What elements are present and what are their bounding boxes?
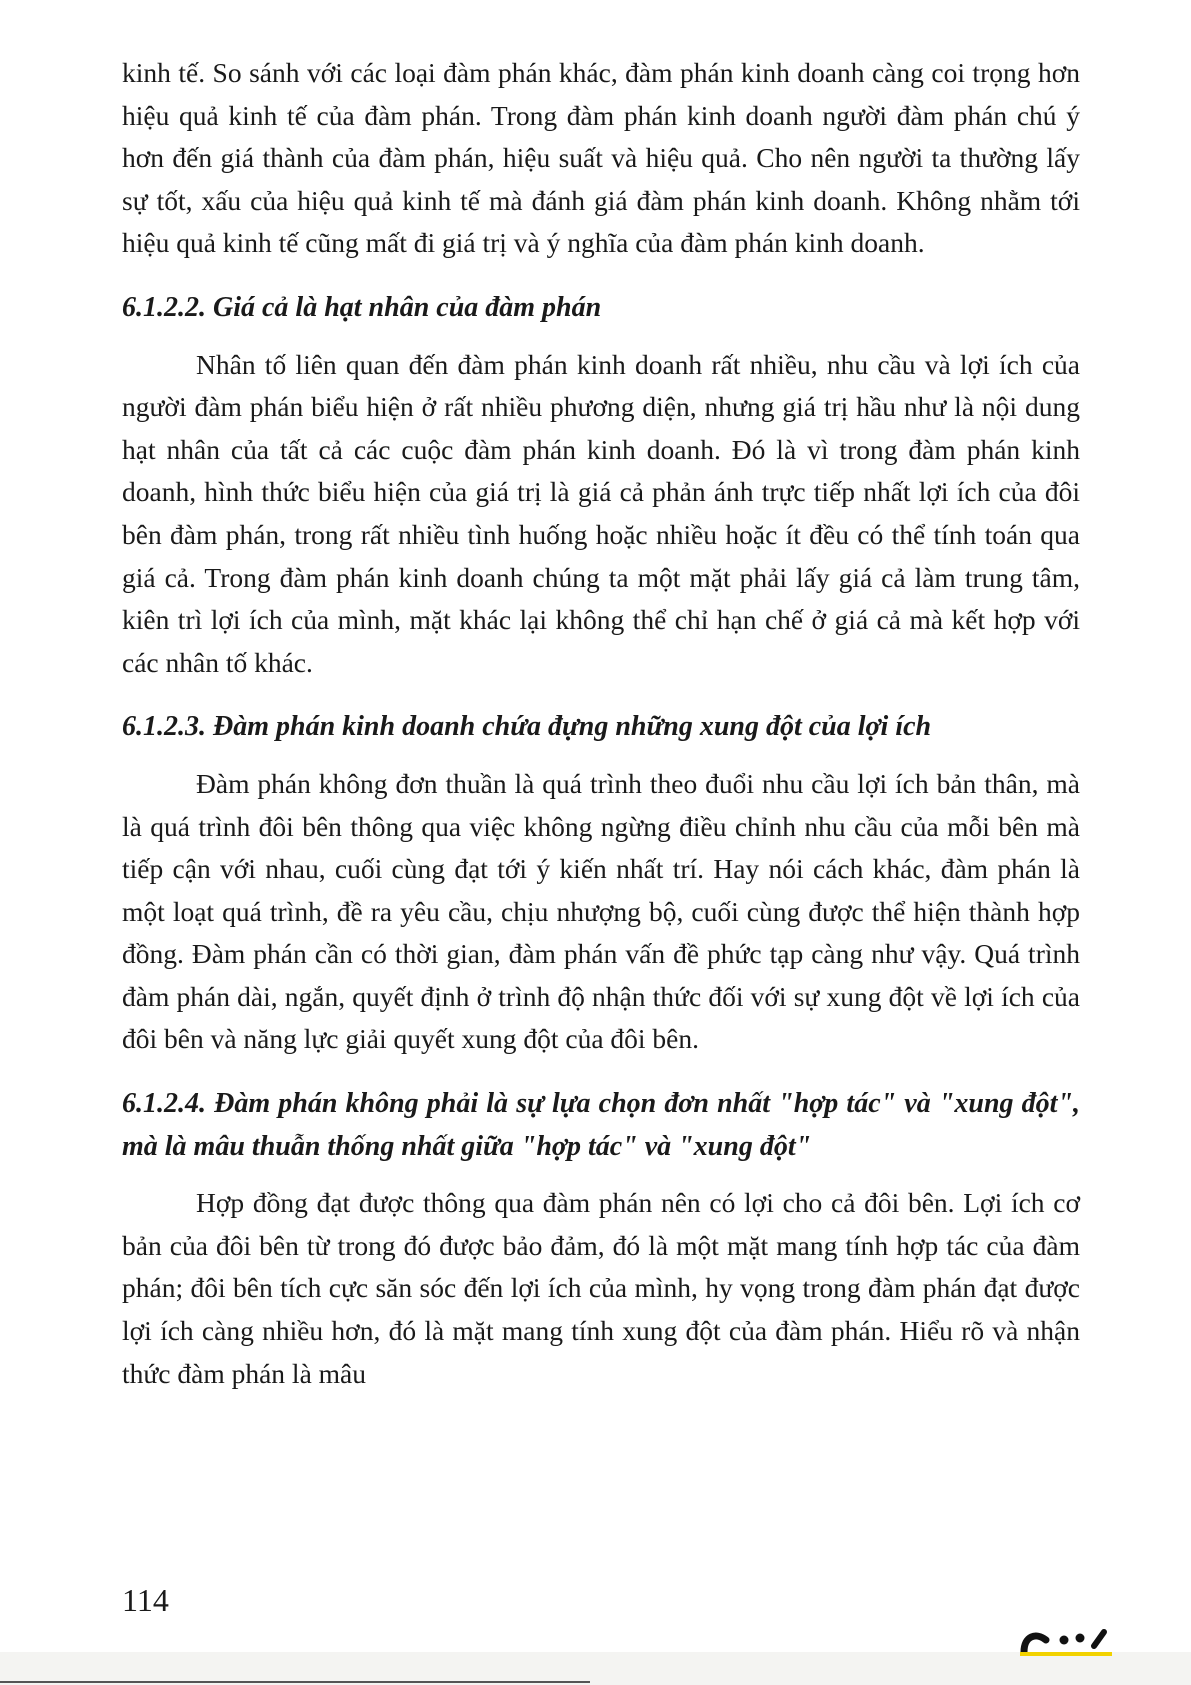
section-paragraph-6-1-2-2: Nhân tố liên quan đến đàm phán kinh doanh rất nhiều, nhu cầu và lợi ích của người đàm phán biểu hiện ở rất nhiều phương diện, nhưng giá trị hầu như là nội dung hạt nhân của tất cả các cuộc đàm phán kinh doanh. Đó là vì trong đàm phán kinh doanh, hình thức biểu hiện của giá trị là giá cả phản ánh trực tiếp nhất lợi ích của đôi bên đàm phán, trong rất nhiều tình huống hoặc nhiều hoặc ít đều có thể tính toán qua giá cả. Trong đàm phán kinh doanh chúng ta một mặt phải lấy giá cả làm trung tâm, kiên trì lợi ích của mình, mặt khác lại không thể chỉ hạn chế ở giá cả mà kết hợp với các nhân tố khác. [122, 348, 1080, 678]
page-body [122, 52, 1080, 1395]
section-heading-6-1-2-3: 6.1.2.3. Đàm phán kinh doanh chứa đựng những xung đột của lợi ích [122, 711, 932, 743]
spacer [122, 1168, 1080, 1182]
spacer [122, 749, 1080, 763]
spacer [122, 330, 1080, 344]
spacer [122, 1061, 1080, 1083]
section-paragraph-6-1-2-3: Đàm phán không đơn thuần là quá trình theo đuổi nhu cầu lợi ích bản thân, mà là quá trình đôi bên thông qua việc không ngừng điều chỉnh nhu cầu của mỗi bên mà tiếp cận với nhau, cuối cùng đạt tới ý kiến nhất trí. Hay nói cách khác, đàm phán là một loạt quá trình, đề ra yêu cầu, chịu nhượng bộ, cuối cùng được thể hiện thành hợp đồng. Đàm phán cần có thời gian, đàm phán vấn đề phức tạp càng như vậy. Quá trình đàm phán dài, ngắn, quyết định ở trình độ nhận thức đối với sự xung đột về lợi ích của đôi bên và năng lực giải quyết xung đột của đôi bên. [122, 767, 1080, 1055]
section-paragraph-6-1-2-4: Hợp đồng đạt được thông qua đàm phán nên có lợi cho cả đôi bên. Lợi ích cơ bản của đôi bên từ trong đó được bảo đảm, đó là một mặt mang tính hợp tác của đàm phán; đôi bên tích cực săn sóc đến lợi ích của mình, hy vọng trong đàm phán đạt được lợi ích càng nhiều hơn, đó là mặt mang tính xung đột của đàm phán. Hiểu rõ và nhận thức đàm phán là mâu [122, 1187, 1080, 1389]
page-number: 114 [122, 1582, 169, 1618]
corner-logo-icon [1020, 1626, 1112, 1656]
bottom-divider [0, 1681, 590, 1683]
spacer [122, 265, 1080, 287]
section-heading-6-1-2-2: 6.1.2.2. Giá cả là hạt nhân của đàm phán [122, 291, 602, 323]
spacer [122, 684, 1080, 706]
section-heading-6-1-2-4: 6.1.2.4. Đàm phán không phải là sự lựa chọn đơn nhất "hợp tác" và "xung đột", mà là mâu thuẫn thống nhất giữa "hợp tác" và "xung đột" [122, 1088, 1080, 1162]
intro-paragraph: kinh tế. So sánh với các loại đàm phán khác, đàm phán kinh doanh càng coi trọng hơn hiệu quả kinh tế của đàm phán. Trong đàm phán kinh doanh người đàm phán chú ý hơn đến giá thành của đàm phán, hiệu suất và hiệu quả. Cho nên người ta thường lấy sự tốt, xấu của hiệu quả kinh tế mà đánh giá đàm phán kinh doanh. Không nhằm tới hiệu quả kinh tế cũng mất đi giá trị và ý nghĩa của đàm phán kinh doanh. [122, 57, 1080, 259]
